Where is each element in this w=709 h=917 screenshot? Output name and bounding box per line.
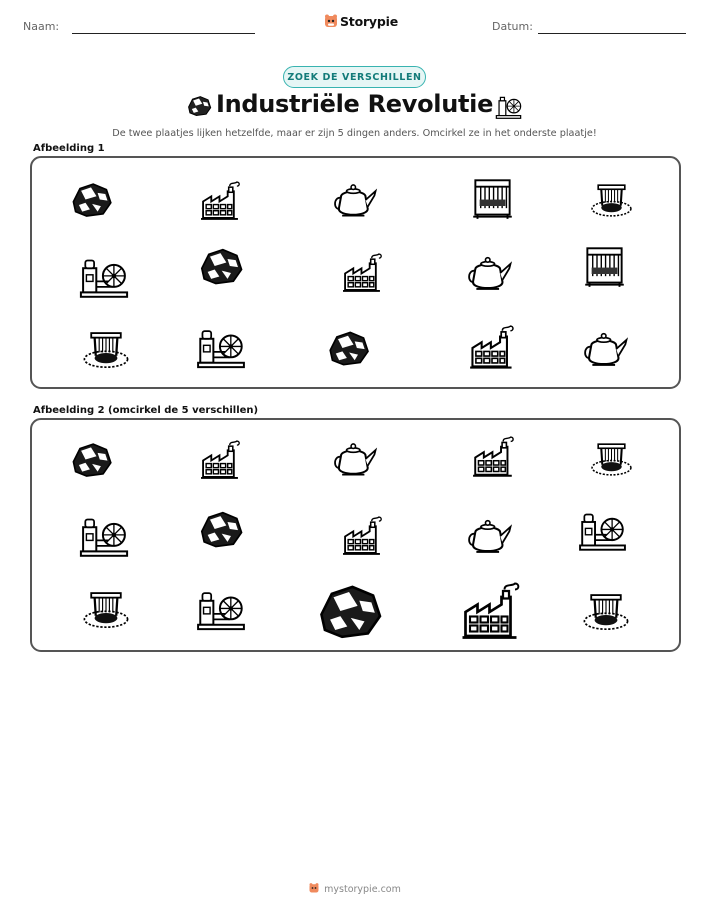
picture2-teapot-icon[interactable] <box>465 515 515 557</box>
picture2-mine-shaft-icon[interactable] <box>589 438 634 479</box>
picture2-teapot-icon[interactable] <box>331 438 380 480</box>
picture1-mine-shaft-icon <box>81 328 131 370</box>
spot-the-difference-badge: ZOEK DE VERSCHILLEN <box>283 66 426 88</box>
picture2-mine-shaft-icon[interactable] <box>81 588 131 630</box>
footer <box>0 882 709 895</box>
picture1-coal-icon <box>69 179 113 220</box>
picture2-factory-icon[interactable] <box>342 513 383 560</box>
page-title: Industriële Revolutie <box>215 90 494 118</box>
picture2-panel[interactable] <box>30 418 681 652</box>
spinning-machine-title-icon <box>495 94 522 119</box>
picture2-coal-icon[interactable] <box>197 508 244 550</box>
picture1-steam-engine-icon <box>197 325 245 370</box>
picture2-mine-shaft-icon[interactable] <box>581 589 631 633</box>
storypie-footer-icon <box>308 882 320 894</box>
picture1-factory-icon <box>200 179 241 224</box>
picture1-teapot-icon <box>465 252 515 294</box>
picture1-loom-icon <box>471 176 514 221</box>
picture1-teapot-icon <box>581 327 631 371</box>
name-field[interactable] <box>72 33 255 34</box>
picture2-coal-icon[interactable] <box>69 439 113 480</box>
storypie-logo-icon <box>323 13 339 29</box>
footer-url: mystorypie.com <box>324 884 401 895</box>
picture2-label: Afbeelding 2 (omcirkel de 5 verschillen) <box>33 405 259 416</box>
picture1-mine-shaft-icon <box>589 179 634 220</box>
picture1-factory-icon <box>469 324 515 372</box>
picture1-label: Afbeelding 1 <box>33 143 105 154</box>
date-label: Datum: <box>492 20 533 33</box>
picture1-teapot-icon <box>331 179 380 221</box>
picture2-coal-icon[interactable] <box>314 580 384 642</box>
instructions: De twee plaatjes lijken hetzelfde, maar er zijn 5 dingen anders. Omcirkel ze in het onderste plaatje! <box>112 128 597 139</box>
date-field[interactable] <box>538 33 686 34</box>
brand-name: Storypie <box>340 14 398 29</box>
picture1-loom-icon <box>581 244 628 289</box>
picture2-factory-icon[interactable] <box>461 580 521 644</box>
picture1-coal-icon <box>324 328 372 368</box>
picture1-factory-icon <box>342 250 383 297</box>
picture2-factory-icon[interactable] <box>472 435 515 480</box>
picture2-factory-icon[interactable] <box>200 438 241 483</box>
name-label: Naam: <box>23 20 60 33</box>
picture1-panel <box>30 156 681 389</box>
picture2-steam-engine-icon[interactable] <box>79 514 129 558</box>
picture1-coal-icon <box>197 245 244 287</box>
picture1-steam-engine-icon <box>79 255 129 299</box>
picture2-steam-engine-icon[interactable] <box>579 508 626 553</box>
picture2-steam-engine-icon[interactable] <box>197 587 245 632</box>
